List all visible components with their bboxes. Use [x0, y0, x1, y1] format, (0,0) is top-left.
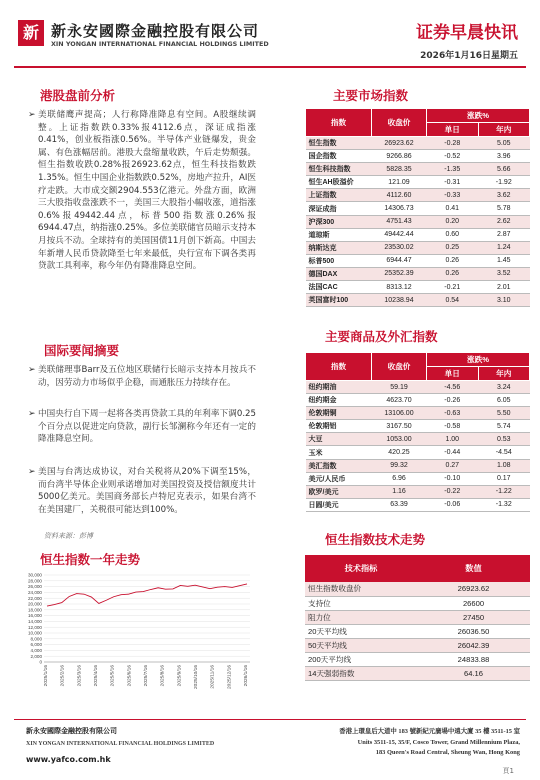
table-row — [305, 610, 530, 624]
footer-address — [339, 727, 520, 759]
cell-value: 0.60 — [427, 228, 479, 241]
news-item — [28, 408, 256, 446]
cell-value: 0.53 — [478, 433, 530, 446]
cell-value: 1053.00 — [372, 433, 427, 446]
x-tick-label: 2025/9/16 — [177, 665, 183, 687]
cell-value: 2.01 — [478, 281, 530, 294]
row-label: 道琼斯 — [306, 228, 372, 241]
cell-value: 0.25 — [427, 241, 479, 254]
cell-value: 0.26 — [427, 267, 479, 280]
cell-value: 1.45 — [478, 254, 530, 267]
y-tick-label: 26,000 — [27, 584, 42, 590]
row-label: 法国CAC — [306, 281, 372, 294]
bullet-arrow-icon: ➢ — [28, 409, 36, 419]
cell-value: 99.32 — [372, 459, 427, 472]
table-row — [305, 624, 530, 638]
cell-value: 4112.60 — [372, 189, 427, 202]
row-label: 大豆 — [306, 433, 372, 446]
y-tick-label: 4,000 — [30, 648, 42, 653]
footer-divider — [14, 719, 526, 720]
cell-value: -0.06 — [427, 498, 479, 511]
cell-value: 26923.62 — [417, 582, 530, 596]
table-row — [305, 638, 530, 652]
cell-value: -1.35 — [427, 163, 479, 176]
cell-value: 5828.35 — [372, 163, 427, 176]
cell-value: 0.41 — [427, 202, 479, 215]
cell-value: 2.62 — [478, 215, 530, 228]
report-date: 2026年1月16日星期五 — [420, 51, 518, 61]
footer-website[interactable]: www.yafco.com.hk — [26, 755, 111, 764]
row-label: 美元/人民币 — [306, 472, 372, 485]
cell-value: 1.00 — [427, 433, 479, 446]
company-logo: 新 — [18, 20, 44, 46]
col-header-change: 涨跌% — [427, 353, 530, 367]
y-tick-label: 2,000 — [30, 653, 42, 659]
cell-value: 0.54 — [427, 294, 479, 307]
y-tick-label: 24,000 — [27, 590, 42, 595]
row-label: 上证指数 — [306, 189, 372, 202]
cell-value: 10238.94 — [372, 294, 427, 307]
source-note: 资料来源：彭博 — [44, 532, 93, 540]
cell-value: -0.21 — [427, 281, 479, 294]
cell-value: 25352.39 — [372, 267, 427, 280]
y-tick-label: 18,000 — [27, 607, 42, 613]
cell-value: 3.52 — [478, 267, 530, 280]
y-tick-label: 8,000 — [30, 636, 42, 642]
cell-value: 5.74 — [478, 420, 530, 433]
market-index-table — [305, 108, 530, 307]
technical-table — [305, 555, 530, 681]
hsi-one-year-chart — [14, 570, 258, 710]
cell-value: 0.26 — [427, 254, 479, 267]
x-tick-label: 2025/10/16 — [194, 665, 199, 690]
y-tick-label: 14,000 — [27, 619, 42, 624]
cell-value: -0.10 — [427, 472, 479, 485]
row-label: 20天平均线 — [305, 624, 417, 638]
table-row — [306, 498, 530, 511]
row-label: 英国富时100 — [306, 294, 372, 307]
cell-value: -0.33 — [427, 189, 479, 202]
news-text: 美联储理事Barr及五位地区联储行长暗示支持本月按兵不动，因劳动力市场似乎企稳，而通胀压力持续存在。 — [38, 365, 256, 388]
cell-value: 59.19 — [372, 381, 427, 394]
col-header-close: 收盘价 — [372, 109, 427, 137]
x-tick-label: 2025/7/16 — [144, 665, 149, 687]
table-row — [306, 459, 530, 472]
x-tick-label: 2025/8/16 — [160, 665, 166, 687]
cell-value: 49442.44 — [372, 228, 427, 241]
cell-value: 3.24 — [478, 381, 530, 394]
cell-value: 23530.02 — [372, 241, 427, 254]
y-tick-label: 16,000 — [27, 613, 42, 619]
row-label: 深证成指 — [306, 202, 372, 215]
section-title-technical: 恒生指数技术走势 — [325, 532, 426, 547]
cell-value: -0.28 — [427, 137, 479, 150]
cell-value: -1.92 — [478, 176, 530, 189]
hsi-series-line — [47, 584, 247, 606]
row-label: 恒生指数收盘价 — [305, 582, 417, 596]
x-tick-label: 2025/2/16 — [60, 665, 66, 687]
cell-value: 6944.47 — [372, 254, 427, 267]
cell-value: 1.08 — [478, 459, 530, 472]
table-row — [305, 596, 530, 610]
table-row — [306, 150, 530, 163]
premarket-text: 美联储鹰声提高；人行称降准降息有空间。A股继续调整。上证指数跌0.33%报4112.6点，深证成指涨0.41%，创业板指涨0.56%。半导体产业链爆发，贵金属、有色涨幅居前。港股大盘缩量收跌，午后走势颓强。恒生指数收跌0.28%报26923.62点，恒生科技指数跌1.35%。恒生中国企业指数跌0.52%，房地产拉升，AI医疗走跌。大市成交额2904.553亿港元。外盘方面，欧洲三大股指收盘涨跌不一，美国三大股指小幅收涨，道指涨0.6%报49442.44点，标普500指数涨0.26%报6944.47点，纳指涨0.25%。多位美联储官员暗示支持本月按兵不动。全球持有的美国国债11月创下新高。中国去年新增人民币贷款降至七年来最低，央行宣布下调各类再贷款工具利率，称今年仍有降准降息空间。 — [38, 110, 256, 272]
col-header-index: 指数 — [306, 109, 372, 137]
bullet-arrow-icon: ➢ — [28, 467, 36, 477]
cell-value: 5.78 — [478, 202, 530, 215]
section-title-commodity: 主要商品及外汇指数 — [325, 329, 438, 344]
cell-value: 13106.00 — [372, 407, 427, 420]
header-divider — [14, 66, 526, 68]
table-row — [306, 381, 530, 394]
cell-value: 6.96 — [372, 472, 427, 485]
cell-value: 26042.39 — [417, 638, 530, 652]
row-label: 纳斯达克 — [306, 241, 372, 254]
row-label: 美汇指数 — [306, 459, 372, 472]
table-row — [306, 433, 530, 446]
cell-value: 5.50 — [478, 407, 530, 420]
row-label: 标普500 — [306, 254, 372, 267]
table-row — [306, 394, 530, 407]
page-header — [0, 0, 540, 72]
col-header-indicator: 技术指标 — [305, 555, 417, 582]
cell-value: 1.16 — [372, 485, 427, 498]
table-row — [306, 163, 530, 176]
bullet-arrow-icon: ➢ — [28, 110, 36, 120]
col-header-index: 指数 — [306, 353, 372, 381]
footer-company-cn: 新永安國際金融控股有限公司 — [26, 727, 117, 735]
col-header-day: 单日 — [427, 367, 479, 381]
row-label: 欧罗/美元 — [306, 485, 372, 498]
table-row — [306, 241, 530, 254]
table-row — [306, 294, 530, 307]
cell-value: 9266.86 — [372, 150, 427, 163]
x-tick-label: 2025/6/16 — [127, 665, 133, 687]
x-tick-label: 2025/12/16 — [227, 665, 233, 690]
address-cn: 香港上環皇后大道中 183 號新紀元廣場中遠大廈 35 樓 3511-15 室 — [339, 728, 520, 735]
row-label: 玉米 — [306, 446, 372, 459]
cell-value: 3.10 — [478, 294, 530, 307]
cell-value: 5.66 — [478, 163, 530, 176]
company-name-en: XIN YONGAN INTERNATIONAL FINANCIAL HOLDINGS LIMITED — [51, 40, 269, 48]
cell-value: -1.22 — [478, 485, 530, 498]
company-name-cn: 新永安國際金融控股有限公司 — [51, 22, 260, 40]
row-label: 纽约期油 — [306, 381, 372, 394]
page-number: 頁1 — [502, 767, 514, 775]
row-label: 纽约期金 — [306, 394, 372, 407]
x-tick-label: 2025/5/16 — [110, 665, 116, 687]
cell-value: 64.16 — [417, 667, 530, 681]
table-row — [306, 254, 530, 267]
news-item — [28, 364, 256, 389]
y-tick-label: 30,000 — [27, 572, 42, 578]
x-tick-label: 2025/4/16 — [94, 665, 99, 687]
cell-value: -4.54 — [478, 446, 530, 459]
x-tick-label: 2025/3/16 — [77, 665, 83, 687]
report-title: 证券早晨快讯 — [416, 23, 518, 43]
row-label: 伦敦期铜 — [306, 407, 372, 420]
row-label: 支持位 — [305, 596, 417, 610]
cell-value: 3.96 — [478, 150, 530, 163]
cell-value: 0.20 — [427, 215, 479, 228]
cell-value: 420.25 — [372, 446, 427, 459]
row-label: 200天平均线 — [305, 652, 417, 666]
row-label: 50天平均线 — [305, 638, 417, 652]
col-header-day: 单日 — [427, 123, 479, 137]
cell-value: -0.58 — [427, 420, 479, 433]
cell-value: 26923.62 — [372, 137, 427, 150]
cell-value: 14306.73 — [372, 202, 427, 215]
table-row — [306, 137, 530, 150]
col-header-close: 收盘价 — [372, 353, 427, 381]
col-header-ytd: 年内 — [478, 367, 530, 381]
row-label: 阻力位 — [305, 610, 417, 624]
cell-value: 2.87 — [478, 228, 530, 241]
address-en-line2: 183 Queen's Road Central, Sheung Wan, Hong Kong — [375, 749, 520, 757]
table-row — [306, 281, 530, 294]
x-tick-label: 2025/11/16 — [210, 665, 216, 689]
cell-value: 8313.12 — [372, 281, 427, 294]
cell-value: -0.26 — [427, 394, 479, 407]
row-label: 伦敦期铝 — [306, 420, 372, 433]
col-header-change: 涨跌% — [427, 109, 530, 123]
y-tick-label: 28,000 — [27, 578, 42, 584]
row-label: 恒生AH股溢价 — [306, 176, 372, 189]
cell-value: 121.09 — [372, 176, 427, 189]
y-tick-label: 10,000 — [27, 630, 42, 636]
table-row — [305, 582, 530, 596]
row-label: 沪深300 — [306, 215, 372, 228]
table-row — [306, 267, 530, 280]
row-label: 恒生指数 — [306, 137, 372, 150]
y-tick-label: 6,000 — [30, 642, 42, 648]
cell-value: -1.32 — [478, 498, 530, 511]
news-item — [28, 466, 256, 516]
col-header-value: 数值 — [417, 555, 530, 582]
section-title-market: 主要市场指数 — [333, 88, 409, 103]
news-text: 中国央行自下周一起将各类再贷款工具的年利率下调0.25个百分点以促进定向贷款，副行长邹澜称今年还有一定的降准降息空间。 — [38, 409, 256, 445]
table-row — [306, 485, 530, 498]
cell-value: 27450 — [417, 610, 530, 624]
table-row — [306, 407, 530, 420]
row-label: 德国DAX — [306, 267, 372, 280]
cell-value: 3167.50 — [372, 420, 427, 433]
cell-value: 4751.43 — [372, 215, 427, 228]
cell-value: 26600 — [417, 596, 530, 610]
table-row — [306, 202, 530, 215]
cell-value: 0.27 — [427, 459, 479, 472]
commodity-fx-table — [305, 352, 530, 512]
cell-value: 0.17 — [478, 472, 530, 485]
table-row — [306, 472, 530, 485]
row-label: 国企指数 — [306, 150, 372, 163]
cell-value: -4.56 — [427, 381, 479, 394]
row-label: 14天强弱指数 — [305, 667, 417, 681]
table-row — [306, 420, 530, 433]
cell-value: 24833.88 — [417, 652, 530, 666]
cell-value: -0.63 — [427, 407, 479, 420]
bullet-arrow-icon: ➢ — [28, 365, 36, 375]
table-row — [305, 667, 530, 681]
cell-value: 1.24 — [478, 241, 530, 254]
cell-value: -0.44 — [427, 446, 479, 459]
table-row — [306, 228, 530, 241]
col-header-ytd: 年内 — [478, 123, 530, 137]
y-tick-label: 0 — [39, 659, 42, 665]
cell-value: 5.05 — [478, 137, 530, 150]
table-row — [306, 176, 530, 189]
cell-value: 6.05 — [478, 394, 530, 407]
y-tick-label: 22,000 — [27, 595, 42, 601]
x-tick-label: 2025/1/16 — [44, 665, 49, 687]
y-tick-label: 12,000 — [27, 624, 42, 630]
news-text: 美国与台湾达成协议，对台关税将从20%下调至15%，而台湾半导体企业则承诺增加对美国投资及授信额度共计5000亿美元。美国商务部长卢特尼克表示，如果台湾不在美国建厂，关税很可能达到100%。 — [38, 467, 256, 515]
x-tick-label: 2026/1/16 — [244, 665, 249, 687]
address-en-line1: Units 3511-15, 35/F, Cosco Tower, Grand Millennium Plaza, — [357, 738, 520, 746]
section-title-news: 国际要闻摘要 — [44, 343, 120, 358]
table-row — [306, 446, 530, 459]
cell-value: -0.22 — [427, 485, 479, 498]
section-title-premarket: 港股盘前分析 — [40, 88, 116, 103]
row-label: 日圆/美元 — [306, 498, 372, 511]
row-label: 恒生科技指数 — [306, 163, 372, 176]
cell-value: 63.39 — [372, 498, 427, 511]
table-row — [305, 652, 530, 666]
footer-company-en: XIN YONGAN INTERNATIONAL FINANCIAL HOLDINGS LIMITED — [26, 741, 215, 747]
cell-value: -0.52 — [427, 150, 479, 163]
premarket-analysis — [28, 109, 256, 273]
table-row — [306, 189, 530, 202]
cell-value: 26036.50 — [417, 624, 530, 638]
cell-value: 4623.70 — [372, 394, 427, 407]
table-row — [306, 215, 530, 228]
section-title-chart: 恒生指数一年走势 — [40, 552, 141, 567]
cell-value: -0.31 — [427, 176, 479, 189]
cell-value: 3.62 — [478, 189, 530, 202]
y-tick-label: 20,000 — [27, 601, 42, 607]
